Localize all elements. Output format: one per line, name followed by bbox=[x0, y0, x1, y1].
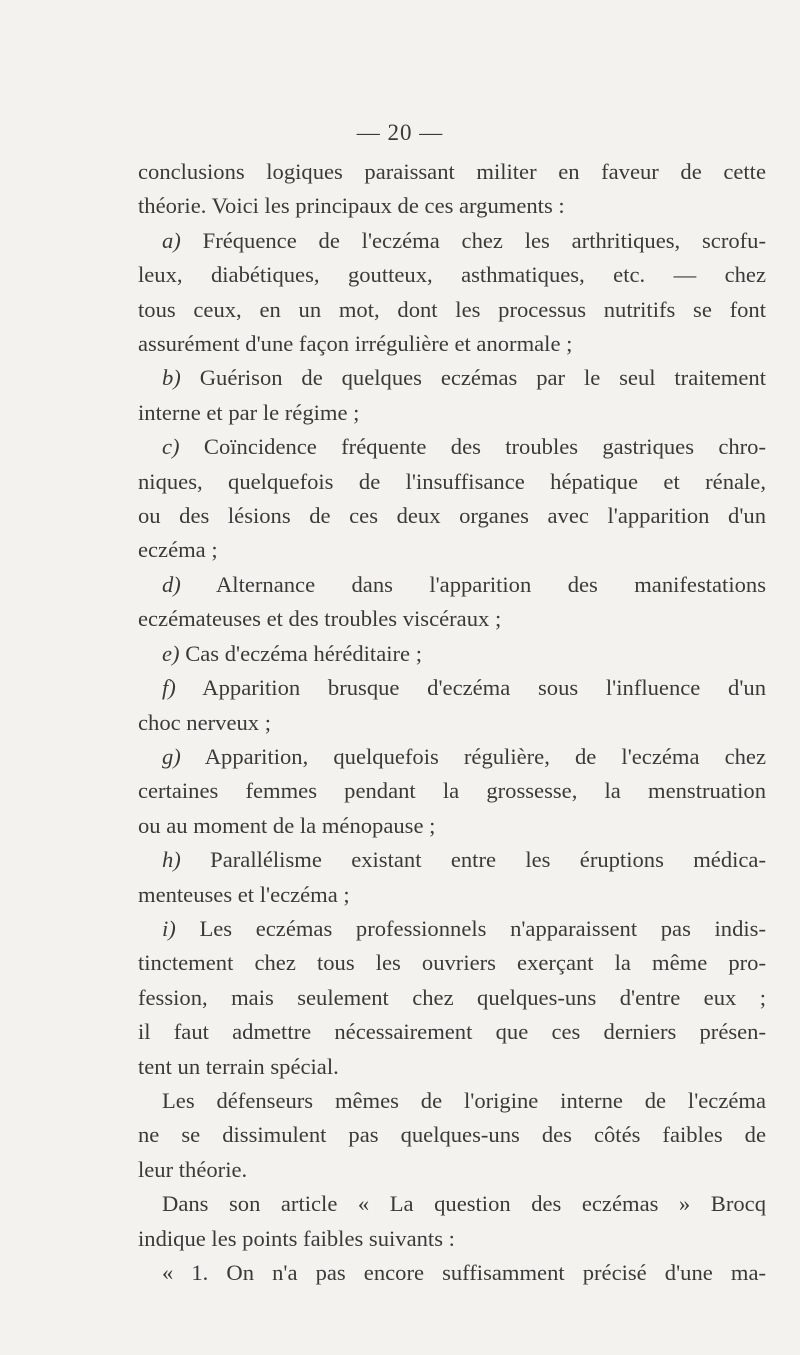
line-text: indique les points faibles suivants : bbox=[138, 1225, 455, 1251]
body-text bbox=[138, 155, 766, 1290]
text-line bbox=[138, 396, 766, 430]
list-marker: f) bbox=[162, 675, 176, 701]
line-text: « 1. On n'a pas encore suffisamment précisé d'une ma- bbox=[162, 1260, 766, 1285]
line-text: théorie. Voici les principaux de ces arguments : bbox=[138, 193, 565, 219]
line-text: conclusions logiques paraissant militer en faveur de cette bbox=[138, 159, 766, 184]
text-line bbox=[138, 258, 766, 292]
list-marker: g) bbox=[162, 743, 181, 769]
line-text: certaines femmes pendant la grossesse, la menstruation bbox=[138, 778, 766, 804]
text-line bbox=[138, 878, 766, 912]
list-marker: h) bbox=[162, 847, 181, 873]
text-line bbox=[138, 981, 766, 1015]
line-text: ou au moment de la ménopause ; bbox=[138, 812, 436, 838]
text-line bbox=[138, 706, 766, 740]
text-line bbox=[138, 637, 766, 671]
text-line bbox=[138, 533, 766, 567]
line-text: leur théorie. bbox=[138, 1156, 248, 1182]
list-marker: e) bbox=[162, 640, 180, 666]
line-text: Fréquence de l'eczéma chez les arthritiques, scrofu- bbox=[180, 227, 766, 253]
text-line bbox=[138, 843, 766, 877]
text-line bbox=[138, 568, 766, 602]
list-marker: b) bbox=[162, 365, 181, 391]
list-marker: d) bbox=[162, 571, 181, 597]
text-line bbox=[138, 602, 766, 636]
line-text: ne se dissimulent pas quelques-uns des côtés faibles de bbox=[138, 1122, 766, 1148]
line-text: eczéma ; bbox=[138, 537, 218, 563]
line-text: fession, mais seulement chez quelques-uns d'entre eux ; bbox=[138, 984, 766, 1010]
line-text: choc nerveux ; bbox=[138, 709, 271, 735]
text-line bbox=[138, 774, 766, 808]
text-line bbox=[138, 293, 766, 327]
page-number: — 20 — bbox=[356, 120, 444, 145]
text-line bbox=[138, 499, 766, 533]
text-line bbox=[138, 1118, 766, 1152]
text-line bbox=[138, 740, 766, 774]
line-text: niques, quelquefois de l'insuffisance hépatique et rénale, bbox=[138, 468, 766, 494]
list-marker: a) bbox=[162, 227, 181, 253]
text-line bbox=[138, 155, 766, 189]
line-text: tous ceux, en un mot, dont les processus nutritifs se font bbox=[138, 296, 766, 322]
text-line bbox=[138, 430, 766, 464]
line-text: leux, diabétiques, goutteux, asthmatiques, etc. — chez bbox=[138, 262, 766, 288]
text-line bbox=[138, 946, 766, 980]
line-text: Guérison de quelques eczémas par le seul traitement bbox=[180, 365, 766, 391]
text-line bbox=[138, 224, 766, 258]
line-text: Parallélisme existant entre les éruptions médica- bbox=[180, 847, 766, 873]
line-text: interne et par le régime ; bbox=[138, 399, 360, 425]
line-text: tinctement chez tous les ouvriers exerçant la même pro- bbox=[138, 950, 766, 976]
line-text: Les eczémas professionnels n'apparaissent pas indis- bbox=[175, 915, 766, 941]
list-marker: i) bbox=[162, 915, 176, 941]
line-text: eczémateuses et des troubles viscéraux ; bbox=[138, 606, 502, 632]
line-text: Apparition brusque d'eczéma sous l'influence d'un bbox=[175, 675, 766, 701]
text-line bbox=[138, 1153, 766, 1187]
list-marker: c) bbox=[162, 434, 180, 460]
text-line bbox=[138, 327, 766, 361]
line-text: Coïncidence fréquente des troubles gastriques chro- bbox=[179, 434, 766, 460]
text-line bbox=[138, 1084, 766, 1118]
text-line bbox=[138, 361, 766, 395]
line-text: ou des lésions de ces deux organes avec l'apparition d'un bbox=[138, 503, 766, 529]
line-text: Cas d'eczéma héréditaire ; bbox=[179, 640, 422, 666]
line-text: Alternance dans l'apparition des manifestations bbox=[180, 571, 766, 597]
line-text: tent un terrain spécial. bbox=[138, 1053, 339, 1079]
line-text: Apparition, quelquefois régulière, de l'eczéma chez bbox=[180, 743, 766, 769]
text-line bbox=[138, 1222, 766, 1256]
text-line bbox=[138, 671, 766, 705]
text-line bbox=[138, 1187, 766, 1221]
text-line bbox=[138, 189, 766, 223]
text-line bbox=[138, 1050, 766, 1084]
line-text: Dans son article « La question des eczémas » Brocq bbox=[162, 1191, 766, 1217]
text-line bbox=[138, 465, 766, 499]
text-line bbox=[138, 1256, 766, 1290]
line-text: assurément d'une façon irrégulière et anormale ; bbox=[138, 331, 573, 357]
text-line bbox=[138, 809, 766, 843]
line-text: Les défenseurs mêmes de l'origine interne de l'eczéma bbox=[162, 1087, 766, 1113]
line-text: menteuses et l'eczéma ; bbox=[138, 881, 350, 907]
line-text: il faut admettre nécessairement que ces derniers présen- bbox=[138, 1019, 766, 1045]
text-line bbox=[138, 1015, 766, 1049]
text-line bbox=[138, 912, 766, 946]
